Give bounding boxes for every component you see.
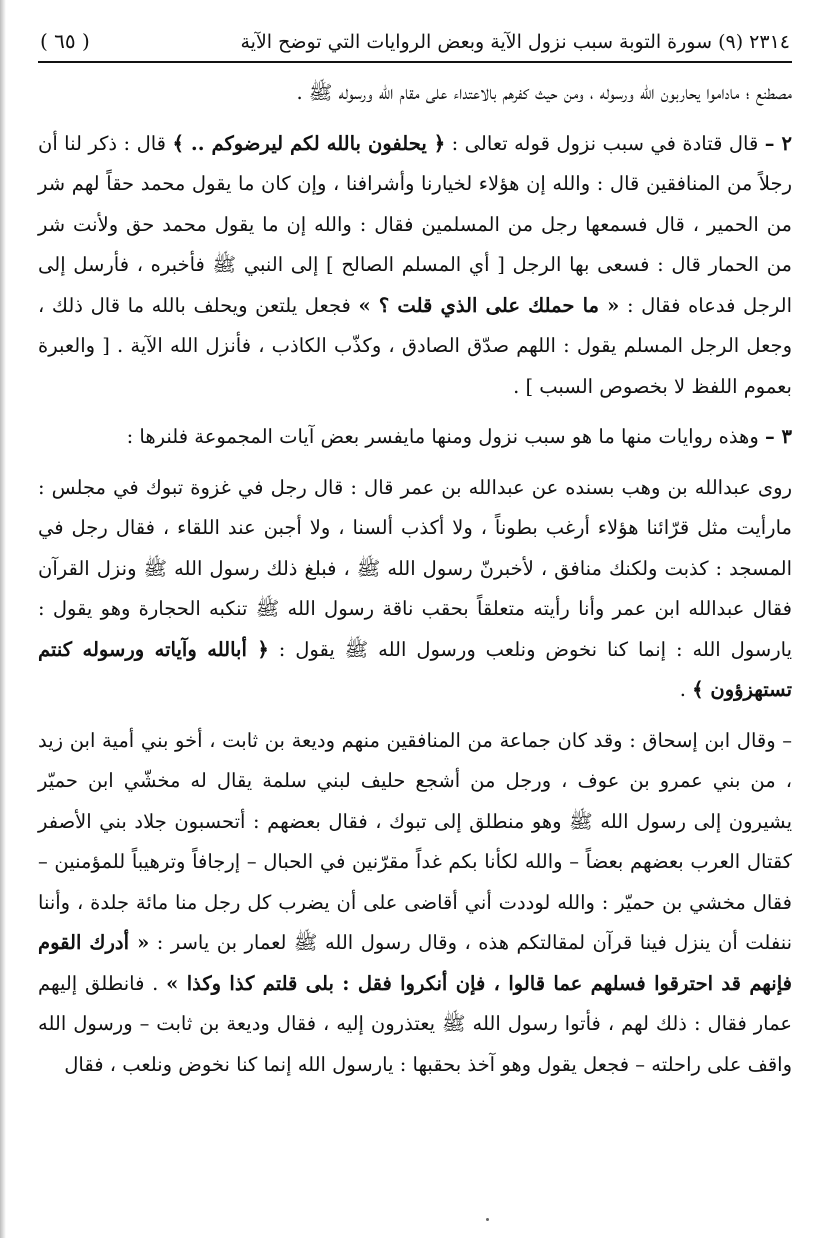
header-title: ٢٣١٤ (٩) سورة التوبة سبب نزول الآية وبعض الروايات التي توضح الآية [240,31,790,53]
paragraph-2-hadith-quote: « ما حملك على الذي قلت ؟ » [358,293,620,317]
paragraph-3 [38,417,792,458]
running-header [38,26,792,63]
book-page [38,26,792,1085]
page-body [38,73,792,1085]
scan-speck [486,1218,489,1221]
paragraph-1 [38,73,792,114]
paragraph-1-text: مصطنع ؛ ماداموا يحاربون الله ورسوله ، ومن حيث كفرهم بالاعتداء على مقام الله ورسوله ﷺ . [296,81,792,104]
paragraph-5-text: – وقال ابن إسحاق : وقد كان جماعة من المنافقين منهم وديعة بن ثابت ، أخو بني أمية ابن زيد ، من بني عمرو بن عوف ، ورجل من أشجع حليف لبني سلمة يقال له مخشّي ابن حميّر يشيرون إلى رسول الله ﷺ وهو منطلق إلى تبوك ، فقال بعضهم : أتحسبون جلاد بني الأصفر كقتال العرب بعضهم بعضاً – والله لكأنا بكم غداً مقرّنين في الحبال – إرجافاً وترهيباً للمؤمنين – فقال مخشي بن حميّر : والله لوددت أني أقاضى على أن يضرب كل رجل منا مائة جلدة ، وأننا ننفلت أن ينزل فينا قرآن لمقالتكم هذه ، وقال رسول الله ﷺ لعمار بن ياسر : [38,728,793,954]
paragraph-5-hadith-quote: « أدرك القوم فإنهم قد احترقوا فسلهم عما قالوا ، فإن أنكروا فقل : بلى قلتم كذا وكذا » [38,931,792,995]
paragraph-5 [38,721,792,1086]
paragraph-2-body: قال : ذكر لنا أن رجلاً من المنافقين قال : والله إن هؤلاء لخيارنا وأشرافنا ، وإن كان ما يقول محمد حقاً لهم شر من الحمير ، قال فسمعها رجل من المسلمين فقال : والله إن ما يقول محمد حق ولأنت شر من الحمار قال : فسعى بها الرجل [ أي المسلم الصالح ] إلى النبي ﷺ فأخبره ، فأرسل إلى الرجل فدعاه فقال : [38,131,792,317]
page-edge-shadow [0,0,6,1238]
paragraph-2-continuation: فجعل يلتعن ويحلف بالله ما قال ذلك ، وجعل الرجل المسلم يقول : اللهم صدّق الصادق ، وكذّب الكاذب ، فأنزل الله الآية . [38,293,792,357]
paragraph-4 [38,468,792,711]
paragraph-2-intro: قال قتادة في سبب نزول قوله تعالى : [451,131,759,155]
paragraph-3-text: وهذه روايات منها ما هو سبب نزول ومنها مايفسر بعض آيات المجموعة فلنرها : [126,425,759,448]
paragraph-5-continuation: . فانطلق إليهم عمار فقال : ذلك لهم ، فأتوا رسول الله ﷺ يعتذرون إليه ، فقال وديعة بن ثابت – ورسول الله واقف على راحلته – فجعل يقول وهو آخذ بحقبها : يارسول الله إنما كنا نخوض ونلعب ، فقال [38,971,792,1076]
paragraph-4-end: . [679,678,686,701]
paragraph-4-quran-quote: ﴿ أبالله وآياته ورسوله كنتم تستهزؤون ﴾ [38,637,792,701]
paragraph-3-number: ٣ – [764,425,792,448]
paragraph-4-text: روى عبدالله بن وهب بسنده عن عبدالله بن عمر قال : قال رجل في غزوة تبوك في مجلس : مارأيت مثل قرّائنا هؤلاء أرغب بطوناً ، ولا أكذب ألسنا ، ولا أجبن عند اللقاء ، فقال رجل في المسجد : كذبت ولكنك منافق ، لأخبرنّ رسول الله ﷺ ، فبلغ ذلك رسول الله ﷺ ونزل القرآن فقال عبدالله ابن عمر وأنا رأيته متعلقاً بحقب ناقة رسول الله ﷺ تنكبه الحجارة وهو يقول : يارسول الله : إنما كنا نخوض ونلعب ورسول الله ﷺ يقول : [38,475,792,661]
paragraph-2-number: ٢ – [764,131,793,155]
paragraph-2-quran-quote: ﴿ يحلفون بالله لكم ليرضوكم .. ﴾ [172,131,446,155]
paragraph-2-note: [ والعبرة بعموم اللفظ لا بخصوص السبب ] . [38,334,792,398]
paragraph-2 [38,124,792,408]
header-ayah-number: ( ٦٥ ) [40,29,90,53]
